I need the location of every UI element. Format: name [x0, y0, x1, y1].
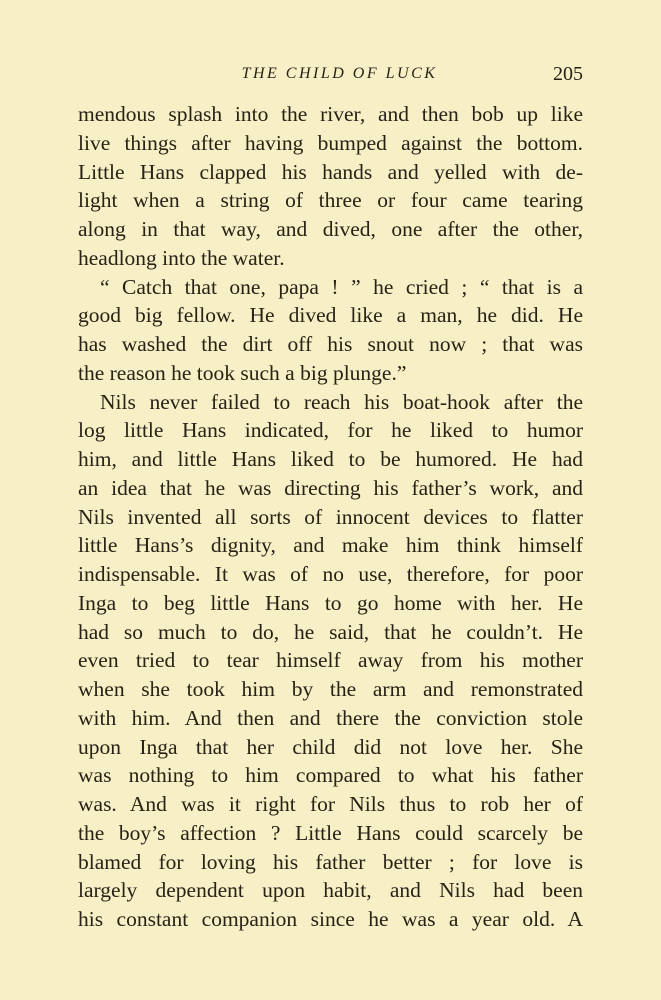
body-text — [78, 100, 583, 934]
text-line: was nothing to him compared to what his father — [78, 763, 583, 788]
text-line: when she took him by the arm and remonstrated — [78, 677, 583, 701]
text-line: his constant companion since he was a year old. A — [78, 907, 583, 931]
text-line: had so much to do, he said, that he couldn’t. He — [78, 619, 583, 644]
text-line: light when a string of three or four came tearing — [78, 188, 583, 213]
page-number: 205 — [553, 63, 583, 85]
text-line: along in that way, and dived, one after the other, — [78, 217, 583, 241]
text-line: him, and little Hans liked to be humored. He had — [78, 447, 583, 471]
text-line: largely dependent upon habit, and Nils had been — [78, 878, 583, 903]
text-line: live things after having bumped against the bottom. — [78, 130, 583, 155]
text-line: blamed for loving his father better ; for love is — [78, 849, 583, 874]
text-line: Nils never failed to reach his boat-hook after the — [100, 389, 583, 414]
text-line: has washed the dirt off his snout now ; that was — [78, 332, 583, 356]
text-line: little Hans’s dignity, and make him think himself — [78, 533, 583, 558]
text-line: good big fellow. He dived like a man, he did. He — [78, 303, 583, 328]
running-title: THE CHILD OF LUCK — [241, 65, 438, 82]
text-line: the reason he took such a big plunge.” — [78, 360, 407, 385]
text-line: even tried to tear himself away from his mother — [78, 648, 583, 673]
text-line: Little Hans clapped his hands and yelled with de- — [78, 159, 583, 184]
text-line: mendous splash into the river, and then bob up like — [78, 102, 583, 126]
text-line: indispensable. It was of no use, therefore, for poor — [78, 562, 583, 586]
text-line: the boy’s affection ? Little Hans could scarcely be — [78, 820, 583, 845]
text-line: “ Catch that one, papa ! ” he cried ; “ that is a — [100, 274, 583, 299]
text-line: Inga to beg little Hans to go home with her. He — [78, 590, 583, 615]
text-line: log little Hans indicated, for he liked to humor — [78, 418, 583, 443]
text-line: with him. And then and there the conviction stole — [78, 705, 583, 730]
running-head — [78, 60, 583, 90]
text-line: upon Inga that her child did not love her. She — [78, 734, 583, 759]
text-line: headlong into the water. — [78, 245, 285, 270]
text-line: was. And was it right for Nils thus to rob her of — [78, 792, 583, 816]
text-line: Nils invented all sorts of innocent devices to flatter — [78, 504, 583, 529]
text-line: an idea that he was directing his father’s work, and — [78, 475, 583, 500]
